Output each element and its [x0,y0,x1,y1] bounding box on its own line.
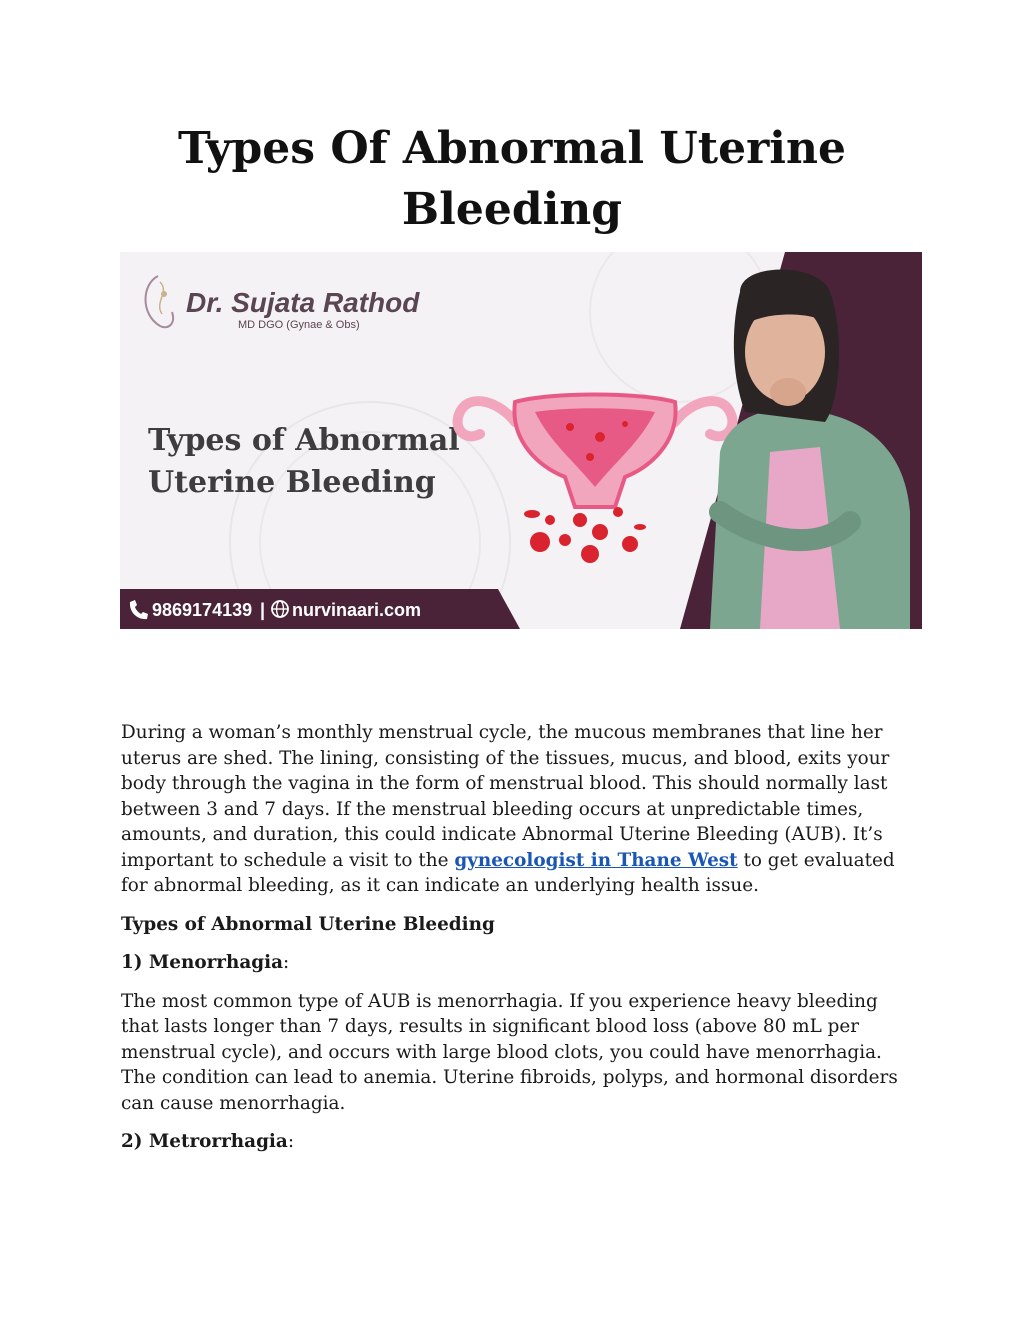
section-heading: Types of Abnormal Uterine Bleeding [121,913,495,935]
banner-heading-line-2: Uterine Bleeding [148,465,436,500]
item-2-label: 2) Metrorrhagia [121,1131,288,1152]
item-2-colon: : [287,1131,295,1152]
banner-heading-line-1: Types of Abnormal [148,423,460,458]
title-line-1: Types Of Abnormal Uterine [178,123,846,174]
intro-text-after-link: to get evaluated for abnormal bleeding, as it can indicate an underlying health issue. [121,849,895,896]
title-line-2: Bleeding [401,184,623,235]
contact-phone: 9869174139 [152,600,253,620]
contact-separator: | [260,600,266,620]
intro-text-before-link: During a woman’s monthly menstrual cycle, the mucous membranes that line her uterus are shed. The lining, consisting of the tissues, mucus, and blood, exits your body through the vagina in the form of menstrual blood. This should normally last between 3 and 7 days. If the menstrual bleeding occurs at unpredictable times, amounts, and duration, this could indicate Abnormal Uterine Bleeding (AUB). It’s important to schedule a visit to the [121,722,890,871]
article-body [121,720,911,1155]
item-1-heading [121,950,911,976]
document-title [0,118,1024,240]
brand-credentials: MD DGO (Gynae & Obs) [238,319,360,331]
item-1-paragraph: The most common type of AUB is menorrhagia. If you experience heavy bleeding that lasts longer than 7 days, results in significant blood loss (above 80 mL per menstrual cycle), and occurs with large blood clots, you could have menorrhagia. The condition can lead to anemia. Uterine fibroids, polyps, and hormonal disorders can cause menorrhagia. [121,990,898,1114]
brand-name: Dr. Sujata Rathod [186,287,420,318]
item-1-label: 1) Menorrhagia [121,952,284,973]
contact-website: nurvinaari.com [292,600,422,620]
gynecologist-link[interactable]: gynecologist in Thane West [454,849,738,871]
banner-image [120,252,922,629]
intro-paragraph [121,720,911,899]
item-1-colon: : [283,952,290,973]
item-2-heading [121,1129,911,1155]
